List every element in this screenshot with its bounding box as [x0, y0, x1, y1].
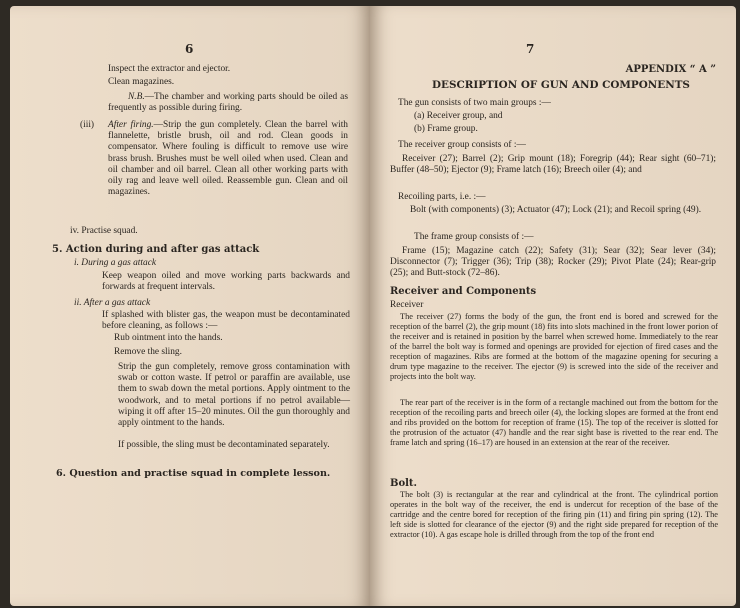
receiver-group-intro: The receiver group consists of :— [398, 140, 526, 150]
bolt-heading: Bolt. [390, 478, 418, 489]
groups-intro: The gun consists of two main groups :— [398, 98, 551, 108]
nb-text: —The chamber and working parts should be oiled as frequently as possible during firing. [108, 92, 348, 114]
clean-magazines-line: Clean magazines. [108, 77, 175, 87]
receiver-subheading: Receiver [390, 300, 424, 310]
group-a: (a) Receiver group, and [414, 111, 503, 121]
left-page [10, 6, 370, 606]
after-firing-label: After firing. [108, 120, 154, 130]
recoiling-parts-intro: Recoiling parts, i.e. :— [398, 192, 486, 202]
strip-gun-paragraph: Strip the gun completely, remove gross contamination with swab or cotton waste. If petrol or paraffin are available, use them to swab down the metal portions. Apply ointment to the woodwork, and to metal portions if no petrol available—wiping it off after 15–20 minutes. Oil the gun thoroughly and apply ointment to the hands. [118, 362, 350, 429]
receiver-paragraph-1: The receiver (27) forms the body of the gun, the front end is bored and screwed for the reception of the barrel (2), the grip mount (18) fits into slots machined in the front lower porion of the receiver and is retained in position by the barrel when screwed home. Immediately to the rear of the barrel the bolt way is formed and openings are provided for ejection of fired cases and the reception of magazines. Ribs are formed at the bottom of the magazine opening for securing a drum type magazine to the receiver. The ejector (9) is screwed into the side of the receiver and projects into the bolt way. [390, 312, 718, 381]
frame-group-intro: The frame group consists of :— [414, 232, 534, 242]
section-5-heading: 5. Action during and after gas attack [52, 244, 260, 255]
page-number-right: 7 [526, 42, 535, 56]
during-gas-attack-text: Keep weapon oiled and move working parts backwards and forwards at frequent intervals. [102, 271, 350, 293]
sling-decontaminate-line: If possible, the sling must be decontaminated separately. [118, 440, 330, 450]
appendix-title: DESCRIPTION OF GUN AND COMPONENTS [432, 79, 690, 91]
iii-number: (iii) [80, 120, 95, 130]
page-number-left: 6 [185, 42, 194, 56]
practise-squad-line: iv. Practise squad. [70, 226, 138, 236]
after-firing-paragraph [108, 120, 348, 198]
after-firing-text: —Strip the gun completely. Clean the barrel with flannelette, bristle brush, oil and rod. Clean goods in compensator. Where fouling is difficult to remove use wire brass brush. Brushes must be well oiled when used. Clean and oil chamber and oil barrel. Clean all other working parts with oily rag and leave well oiled. Reassemble gun. Clean and oil magazines. [108, 120, 348, 198]
inspect-line: Inspect the extractor and ejector. [108, 64, 231, 74]
bolt-paragraph: The bolt (3) is rectangular at the rear and cylindrical at the front. The cylindrical portion operates in the bolt way of the receiver, the end is undercut for reception of the base of the cartridge and the centre bored for reception of the firing pin (11) and firing pin spring (12). The left side is slotted for clearance of the ejector (9) and the right side prepared for reception of the extractor (10). A gas escape hole is drilled through from the top of the front end [390, 490, 718, 539]
receiver-components-heading: Receiver and Components [390, 286, 537, 297]
rub-ointment-line: Rub ointment into the hands. [114, 333, 223, 343]
section-6-line: 6. Question and practise squad in complete lesson. [56, 468, 331, 479]
during-gas-attack-label: i. During a gas attack [74, 258, 157, 268]
recoiling-parts-list: Bolt (with components) (3); Actuator (47); Lock (21); and Recoil spring (49). [410, 205, 702, 215]
after-gas-attack-text: If splashed with blister gas, the weapon must be decontaminated before cleaning, as follows :— [102, 310, 350, 332]
frame-group-list: Frame (15); Magazine catch (22); Safety (31); Sear (32); Sear lever (34); Disconnector (7); Trigger (36); Trip (38); Rocker (29); Pivot Plate (24); Rear-grip (25); and Butt-stock (72–86). [390, 246, 716, 279]
appendix-label: APPENDIX “ A ” [625, 64, 716, 75]
receiver-paragraph-2: The rear part of the receiver is in the form of a rectangle machined out from the bottom for the reception of the recoiling parts and breech oiler (4), the locking slopes are formed at the front end and ribs provided on the bottom for reception of frame (15). The top of the receiver is slotted for the protrusion of the actuator (47) handle and the rear sight base is rivetted to the rear end. The frame latch and spring (16–17) are housed in an extension at the rear of the receiver. [390, 398, 718, 447]
nb-paragraph [108, 92, 348, 114]
after-gas-attack-label: ii. After a gas attack [74, 298, 151, 308]
remove-sling-line: Remove the sling. [114, 347, 182, 357]
right-page [370, 6, 736, 606]
nb-label: N.B. [128, 92, 145, 102]
receiver-group-list: Receiver (27); Barrel (2); Grip mount (18); Foregrip (44); Rear sight (60–71); Buffer (48–50); Ejector (9); Frame latch (16); Breech oiler (4); and [390, 154, 716, 176]
group-b: (b) Frame group. [414, 124, 478, 134]
